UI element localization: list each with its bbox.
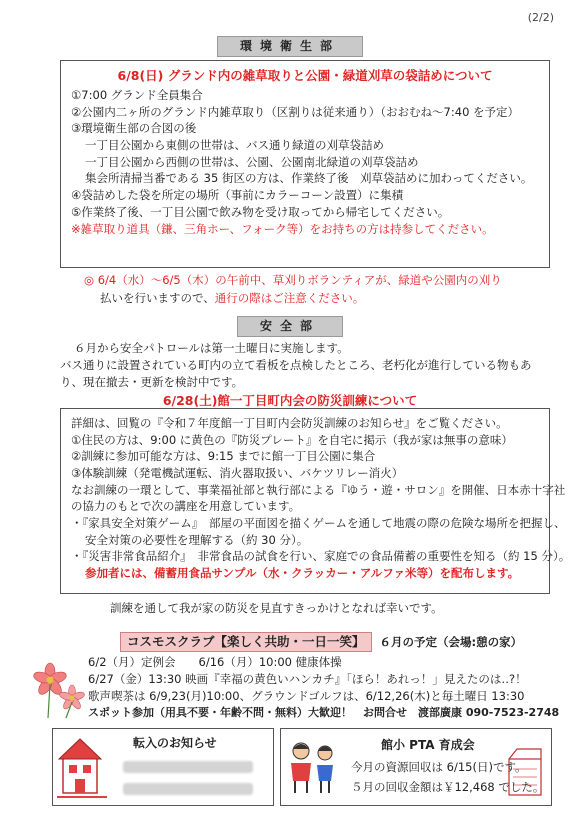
env-notice-line2: 払いを行いますので、通行の際はご注意ください。 (100, 291, 365, 305)
env-item: 一丁目公園から西側の世帯は、公園、公園南北緑道の刈草袋詰め (85, 154, 419, 169)
drill-closing: 訓練を通して我が家の防災を見直すきっかけとなれば幸いです。 (110, 601, 443, 615)
page-number: (2/2) (527, 11, 554, 24)
drill-title: 6/28(土)館一丁目町内会の防災訓練について (162, 393, 418, 408)
patrol-line3: り、現在撤去・更新を検討中です。 (60, 375, 244, 389)
cosmos-line: 6/27（金）13:30 映画『幸福の黄色いハンカチ』「ほら！あれっ！」見えたのは‥?！ (88, 672, 527, 686)
env-note: ※雑草取り道具（鎌、三角ホー、フォーク等）をお持ちの方は持参してください。 (71, 221, 494, 236)
env-item: ④袋詰めした袋を所定の場所（事前にカラーコーン設置）に集積 (71, 188, 404, 203)
cosmos-title: コスモスクラブ【楽しく共助・一日一笑】 (120, 632, 372, 652)
env-item: 一丁目公園から東側の世帯は、バス通り緑道の刈草袋詰め (85, 138, 384, 153)
redacted-text (123, 783, 253, 795)
house-icon (57, 735, 107, 801)
pta-title: 館小 PTA 育成会 (381, 738, 475, 752)
drill-red-note: 参加者には、備蓄用食品サンプル（水・クラッカー・アルファ米等）を配布します。 (85, 566, 520, 581)
children-icon (285, 737, 341, 797)
drill-line: なお訓練の一環として、事業福祉部と執行部による『ゆう・遊・サロン』を開催、日本赤十字社 (71, 482, 566, 497)
pta-line2: ５月の回収金額は￥12,468 でした。 (351, 780, 545, 794)
env-item: ⑤作業終了後、一丁目公園で飲み物を受け取ってから帰宅してください。 (71, 204, 450, 219)
cosmos-subtitle: ６月の予定（会場:憩の家） (379, 634, 523, 649)
drill-line: の協力のもとで次の講座を用意しています。 (71, 499, 301, 514)
env-item: ①7:00 グランド全員集合 (71, 88, 203, 103)
redacted-text (123, 761, 253, 773)
cosmos-header (120, 632, 522, 652)
env-item: 集会所清掃当番である 35 街区の方は、作業終了後 刈草袋詰めに加わってください。 (85, 171, 533, 186)
drill-box (60, 408, 571, 594)
cosmos-line: 6/2（月）定例会 6/16（月）10:00 健康体操 (88, 655, 342, 669)
drill-line: ③体験訓練（発電機試運転、消火器取扱い、バケツリレー消火） (71, 466, 404, 481)
env-title: 6/8(日) グランド内の雑草取りと公園・緑道刈草の袋詰めについて (117, 68, 493, 83)
drill-line: ②訓練に参加可能な方は、9:15 までに館一丁目公園に集合 (71, 449, 376, 464)
env-heading: 環境衛生部 (217, 36, 363, 57)
patrol-line2: バス通りに設置されている町内の立て看板を点検したところ、老朽化が進行している物もあ (60, 358, 532, 372)
cosmos-flower-icon (30, 660, 90, 720)
drill-line: ①住民の方は、9:00 に黄色の『防災プレート』を自宅に掲示（我が家は無事の意味） (71, 432, 513, 447)
pta-line1: 今月の資源回収は 6/15(日)です。 (351, 760, 527, 774)
env-box (60, 60, 550, 268)
cosmos-line: スポット参加（用具不要・年齢不問・無料）大歓迎！ お問合せ 渡部廣康 090-7523-2748 (88, 706, 560, 719)
env-notice-line1: ◎ 6/4（水）～6/5（木）の午前中、草刈りボランティアが、緑道や公園内の刈り (84, 273, 502, 287)
patrol-line1: ６月から安全パトロールは第一土曜日に実施します。 (74, 341, 349, 355)
drill-line: 詳細は、回覧の『令和７年度館一丁目町内会防災訓練のお知らせ』をご覧ください。 (71, 416, 508, 430)
move-in-title: 転入のお知らせ (133, 736, 217, 750)
drill-line: 安全対策の必要性を理解する（約 30 分）。 (85, 532, 309, 547)
drill-line: ・『災害非常食品紹介』 非常食品の試食を行い、家庭での食品備蓄の重要性を知る（約 15 分）。 (71, 549, 571, 564)
cosmos-line: 歌声喫茶は 6/9,23(月)10:00、グラウンドゴルフは、6/12,26(木)と毎土曜日 13:30 (88, 689, 525, 703)
move-in-box (52, 728, 274, 806)
env-item: ③環境衛生部の合図の後 (71, 121, 197, 136)
env-item: ②公園内二ヶ所のグランド内雑草取り（区割りは従来通り）（おおむね～7:40 を予定） (71, 104, 520, 119)
safety-heading: 安全部 (237, 316, 343, 337)
drill-line: ・『家具安全対策ゲーム』 部屋の平面図を描くゲームを通して地震の際の危険な場所を把握し、 (71, 516, 566, 531)
pta-box (280, 728, 552, 806)
